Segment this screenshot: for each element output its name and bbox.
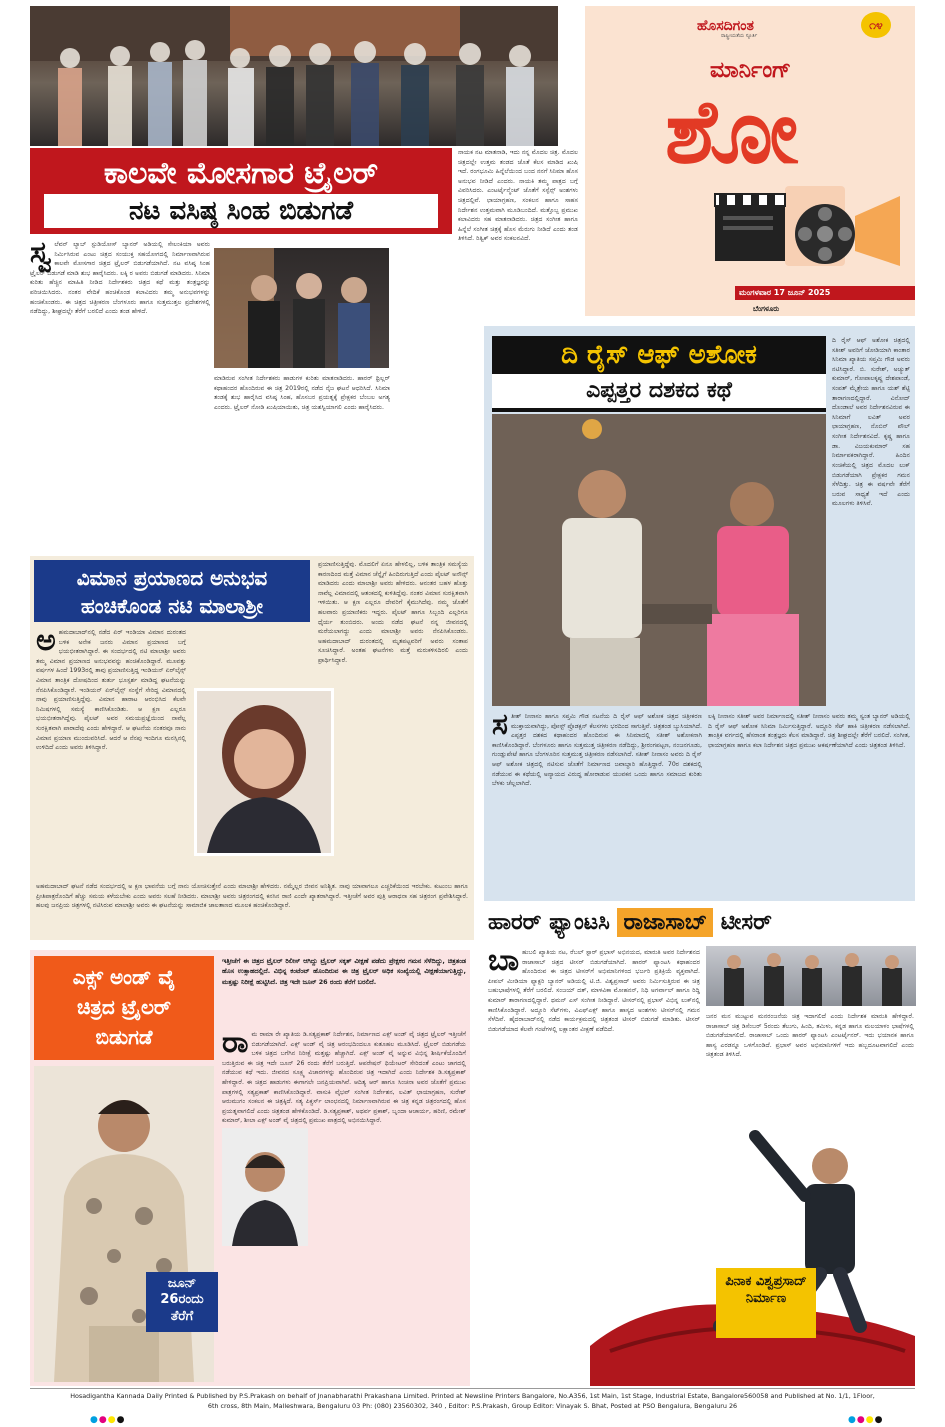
clapperboard-film-reel-icon (705, 176, 905, 276)
story2-headline (492, 336, 826, 412)
registration-marks-right: ●●●● (848, 1415, 884, 1425)
story5-intro (222, 956, 466, 1016)
group-people-illustration (30, 6, 558, 146)
story5-headline (34, 956, 214, 1060)
story3-headline-line2: ಹಂಚಿಕೊಂಡ ನಟಿ ಮಾಲಾಶ್ರೀ (80, 594, 264, 618)
story2-dropcap: ಸ (492, 712, 508, 742)
footer-line1: Hosadigantha Kannada Daily Printed & Published by P.S.Prakash on behalf of Jnanabharathi Prakashana Limited. Printed at Newsline Printers Bangalore, No.A356, 1st Main, 1st Stage, Industrial Estate, Bangalore560058 and Published at No. 1/1, 1Floor, (70, 1392, 875, 1400)
story3-body-left-text: ಹಮದಾಬಾದ್‌ನಲ್ಲಿ ನಡೆದ ಏರ್ ಇಂಡಿಯಾ ವಿಮಾನ ದುರಂತದ ಬಳಿಕ ಅನೇಕ ಜನರು ವಿಮಾನ ಪ್ರಯಾಣದ ಬಗ್ಗೆ ಭಯಭೀತರಾಗಿದ್ದಾರೆ. ಈ ಸಂದರ್ಭದಲ್ಲಿ ನಟಿ ಮಾಲಾಶ್ರೀ ಅವರು ತಮ್ಮ ವಿಮಾನ ಪ್ರಯಾಣದ ಅನುಭವವನ್ನು ಹಂಚಿಕೊಂಡಿದ್ದಾರೆ. ಮೂವತ್ತು ವರ್ಷಗಳ ಹಿಂದೆ 1993ರಲ್ಲಿ ತಾವು ಪ್ರಯಾಣಿಸುತ್ತಿದ್ದ ಇಂಡಿಯನ್ ಏರ್‌ಲೈನ್ಸ್ ವಿಮಾನ ತಾಂತ್ರಿಕ ದೋಷದಿಂದ ತುರ್ತು ಭೂಸ್ಪರ್ಶ ಮಾಡಿದ್ದ ಘಟನೆಯನ್ನು ನೆನಪಿಸಿಕೊಂಡಿದ್ದಾರೆ. ಇಂಡಿಯನ್ ಏರ್‌ಲೈನ್ಸ್ ಸಂಸ್ಥೆಗೆ ಸೇರಿದ್ದ ವಿಮಾನದಲ್ಲಿ ನಾವು ಪ್ರಯಾಣಿಸುತ್ತಿದ್ದೆವು. ವಿಮಾನ ಹಾರಾಟ ಆರಂಭಿಸಿದ ಕೆಲವೇ ನಿಮಿಷಗಳಲ್ಲಿ ಸಮಸ್ಯೆ ಕಾಣಿಸಿಕೊಂಡಿತು. ಆ ಕ್ಷಣ ಎಲ್ಲರೂ ಭಯಭೀತರಾಗಿದ್ದೆವು. ಪೈಲಟ್ ಅವರ ಸಮಯಪ್ರಜ್ಞೆಯಿಂದ ನಾವೆಲ್ಲ ಸುರಕ್ಷಿತವಾಗಿ ಪಾರಾದೆವು ಎಂದು ಹೇಳಿದ್ದಾರೆ. ಆ ಘಟನೆಯ ನಂತರವೂ ನಾನು ವಿಮಾನ ಪ್ರಯಾಣ ಮುಂದುವರಿಸಿದೆ. ಆದರೆ ಆ ನೆನಪು ಇಂದಿಗೂ ಮನಸ್ಸಿನಲ್ಲಿ ಉಳಿದಿದೆ ಎಂದು ಅವರು ತಿಳಿಸಿದ್ದಾರೆ. (36, 629, 186, 752)
story1-headline-line1: ಕಾಲವೇ ಮೋಸಗಾರ ಟ್ರೈಲರ್ (103, 156, 379, 191)
story4-body-right (706, 1012, 914, 1102)
story1-dropcap: ಸ್ವ (30, 240, 52, 270)
page-number: ೧೪ (861, 12, 891, 38)
footer-divider (30, 1388, 915, 1389)
man-in-shirt-illustration (34, 1066, 214, 1382)
story1-body-mid-text: ಮಾಡಿರುವ ಸಂಗೀತ ನಿರ್ದೇಶಕರು ಹಾಡುಗಳ ಕುರಿತು ಮಾತನಾಡಿದರು. ಹಾರರ್ ಥ್ರಿಲ್ಲರ್ ಕಥಾಹಂದರ ಹೊಂದಿರುವ ಈ ಚಿತ್ರ 2019ರಲ್ಲಿ ನಡೆದ ನೈಜ ಘಟನೆ ಆಧರಿಸಿದೆ. ಸಿನಿಮಾ ತಂಡಕ್ಕೆ ಶುಭ ಹಾರೈಸಿದ ವಸಿಷ್ಠ ಸಿಂಹ, ಹೊಸಬರ ಪ್ರಯತ್ನಕ್ಕೆ ಪ್ರೇಕ್ಷಕರ ಬೆಂಬಲ ಅಗತ್ಯ ಎಂದರು. ಟ್ರೈಲರ್ ನೋಡಿ ಖುಷಿಯಾಯಿತು, ಚಿತ್ರ ಯಶಸ್ವಿಯಾಗಲಿ ಎಂದು ಹಾರೈಸಿದರು. (214, 375, 390, 411)
story2-couple-photo (492, 414, 826, 706)
story1-body-mid (214, 374, 390, 540)
story2-body-main-text: ತೀಶ್ ನೀನಾಸಂ ಹಾಗೂ ಸಪ್ತಮಿ ಗೌಡ ನಟನೆಯ ದಿ ರೈಸ್ ಆಫ್ ಅಶೋಕ ಚಿತ್ರದ ಚಿತ್ರೀಕರಣ ಮುಕ್ತಾಯವಾಗಿದ್ದು, ಪೋಸ್ಟ್ ಪ್ರೊಡಕ್ಷನ್ ಕೆಲಸಗಳು ಭರದಿಂದ ಸಾಗುತ್ತಿವೆ. ಚಿತ್ರತಂಡ ಬ್ಯುಸಿಯಾಗಿದೆ. ಎಪ್ಪತ್ತರ ದಶಕದ ಕಥಾಹಂದರ ಹೊಂದಿರುವ ಈ ಸಿನಿಮಾದಲ್ಲಿ ಸತೀಶ್ ಅಶೋಕನಾಗಿ ಕಾಣಿಸಿಕೊಂಡಿದ್ದಾರೆ. ಬೆಂಗಳೂರು ಹಾಗೂ ಸುತ್ತಮುತ್ತ ಚಿತ್ರೀಕರಣ ನಡೆದಿದ್ದು, ಶ್ರೀರಂಗಪಟ್ಟಣ, ನಂಜನಗೂಡು, ಗುಂಡ್ಲುಪೇಟೆ ಹಾಗೂ ಬೆಂಗಳೂರಿನ ಸುತ್ತಮುತ್ತ ಚಿತ್ರೀಕರಣ ನಡೆಸಲಾಗಿದೆ. ಸತೀಶ್ ನೀನಾಸಂ ಅವರು ದಿ ರೈಸ್ ಆಫ್ ಅಶೋಕ ಚಿತ್ರದಲ್ಲಿ ನಟಿಸುವ ಜೊತೆಗೆ ನಿರ್ಮಾಣದ ಜವಾಬ್ದಾರಿ ಹೊತ್ತಿದ್ದಾರೆ. 70ರ ದಶಕದಲ್ಲಿ ನಡೆಯುವ ಈ ಕಥೆಯಲ್ಲಿ ಅನ್ಯಾಯದ ವಿರುದ್ಧ ಹೋರಾಡುವ ಯುವಕನ ಒಂದು ಹಾಗೂ ಸಮಾಜದ ಕುರಿತು ಬೆಳಕು ಚೆಲ್ಲಲಾಗಿದೆ. (492, 713, 702, 788)
story4-body-left-text: ಹುಬಲಿ ಖ್ಯಾತಿಯ ನಟ, ರೆಬಲ್ ಸ್ಟಾರ್ ಪ್ರಭಾಸ್ ಅಭಿನಯದ, ಮಾರುತಿ ಅವರ ನಿರ್ದೇಶನದ ರಾಜಾಸಾಬ್ ಚಿತ್ರದ ಟೀಸರ್ ಬಿಡುಗಡೆಯಾಗಿದೆ. ಹಾರರ್ ಫ್ಯಾಂಟಸಿ ಕಥಾಹಂದರ ಹೊಂದಿರುವ ಈ ಚಿತ್ರದ ಟೀಸರ್‌ಗೆ ಅಭಿಮಾನಿಗಳಿಂದ ಭರ್ಜರಿ ಪ್ರತಿಕ್ರಿಯೆ ವ್ಯಕ್ತವಾಗಿದೆ. ಪೀಪಲ್ ಮೀಡಿಯಾ ಫ್ಯಾಕ್ಟರಿ ಬ್ಯಾನರ್ ಅಡಿಯಲ್ಲಿ ಟಿ.ಜಿ. ವಿಶ್ವಪ್ರಸಾದ್ ಅವರು ನಿರ್ಮಿಸುತ್ತಿರುವ ಈ ಚಿತ್ರ ಬಹುಭಾಷೆಗಳಲ್ಲಿ ತೆರೆಗೆ ಬರಲಿದೆ. ಸಂಜಯ್ ದತ್, ಮಾಳವಿಕಾ ಮೋಹನನ್, ನಿಧಿ ಅಗರ್ವಾಲ್ ಹಾಗೂ ರಿದ್ಧಿ ಕುಮಾರ್ ತಾರಾಗಣದಲ್ಲಿದ್ದಾರೆ. ಥಮನ್ ಎಸ್ ಸಂಗೀತ ನೀಡಿದ್ದಾರೆ. ಟೀಸರ್‌ನಲ್ಲಿ ಪ್ರಭಾಸ್ ವಿಭಿನ್ನ ಲುಕ್‌ನಲ್ಲಿ ಕಾಣಿಸಿಕೊಂಡಿದ್ದಾರೆ. ಅದ್ದೂರಿ ಸೆಟ್‌ಗಳು, ವಿಎಫ್‌ಎಕ್ಸ್ ಹಾಗೂ ಹಾಸ್ಯದ ಅಂಶಗಳು ಟೀಸರ್‌ನಲ್ಲಿ ಗಮನ ಸೆಳೆದಿವೆ. ಹೈದರಾಬಾದ್‌ನಲ್ಲಿ ನಡೆದ ಕಾರ್ಯಕ್ರಮದಲ್ಲಿ ಚಿತ್ರತಂಡ ಟೀಸರ್ ಬಿಡುಗಡೆ ಮಾಡಿತು. ಟೀಸರ್ ಬಿಡುಗಡೆಯಾದ ಕೆಲವೇ ಗಂಟೆಗಳಲ್ಲಿ ಲಕ್ಷಾಂತರ ವೀಕ್ಷಣೆ ಪಡೆದಿದೆ. (488, 949, 700, 1033)
story4-body-right-text: ಜನರ ಮನ ಮುಟ್ಟುವ ಮನರಂಜನೆಯ ಚಿತ್ರ ಇದಾಗಲಿದೆ ಎಂದು ನಿರ್ದೇಶಕ ಮಾರುತಿ ಹೇಳಿದ್ದಾರೆ. ರಾಜಾಸಾಬ್ ಚಿತ್ರ ಡಿಸೆಂಬರ್ 5ರಂದು ತೆಲುಗು, ಹಿಂದಿ, ತಮಿಳು, ಕನ್ನಡ ಹಾಗೂ ಮಲಯಾಳಂ ಭಾಷೆಗಳಲ್ಲಿ ಬಿಡುಗಡೆಯಾಗಲಿದೆ. ರಾಜಾಸಾಬ್ ಒಂದು ಹಾರರ್ ಫ್ಯಾಂಟಸಿ ಎಂಟರ್ಟೈನರ್. ಇದು ಭಯಾನಕ ಹಾಗೂ ಹಾಸ್ಯ ಎರಡನ್ನೂ ಒಳಗೊಂಡಿದೆ. ಪ್ರಭಾಸ್ ಅವರ ಅಭಿಮಾನಿಗಳಿಗೆ ಇದು ಹಬ್ಬದೂಟವಾಗಲಿದೆ ಎಂದು ಚಿತ್ರತಂಡ ತಿಳಿಸಿದೆ. (706, 1013, 914, 1059)
story5-dropcap: ರಾ (222, 1030, 249, 1060)
actor-portrait (34, 1066, 214, 1382)
malashree-portrait (194, 688, 334, 856)
couple-illustration (492, 414, 826, 706)
story1-trio-photo (214, 248, 389, 368)
footer-imprint (30, 1392, 915, 1411)
story5-headline-line1: ಎಕ್ಸ್ ಅಂಡ್ ವೈ (72, 965, 176, 989)
story4-headline (488, 902, 918, 944)
story5-release-badge: ಜೂನ್ 26ರಂದು ತೆರೆಗೆ (146, 1272, 218, 1332)
story1-event-photo (30, 6, 558, 146)
story3-body-left (36, 628, 186, 874)
story1-headline-line2: ನಟ ವಸಿಷ್ಠ ಸಿಂಹ ಬಿಡುಗಡೆ (44, 194, 438, 228)
footer-line2: 6th cross, 8th Main, Malleshwara, Bengaluru 03 Ph: (080) 23560302, 340 , Editor: P.S.Prakash, Group Editor: Vinayak S. Bhat, Posted at PSO Bengalura, Bengaluru 26 (207, 1401, 738, 1410)
story4-event-photo (706, 946, 916, 1006)
story4-dropcap: ಬಾ (488, 948, 520, 978)
actor-on-car-illustration (590, 1096, 915, 1386)
story2-body-side (832, 336, 910, 706)
story4-headline-highlight: ರಾಜಾಸಾಬ್ (617, 908, 713, 937)
story1-body-left (30, 240, 210, 540)
trio-illustration (214, 248, 389, 368)
date-bar: ಮಂಗಳವಾರ 17 ಜೂನ್ 2025 (735, 286, 915, 300)
story2-body-side-text: ದಿ ರೈಸ್ ಆಫ್ ಅಶೋಕ ಚಿತ್ರದಲ್ಲಿ ಸತೀಶ್ ಅವರಿಗೆ ಜೋಡಿಯಾಗಿ ಕಾಂತಾರ ಸಿನಿಮಾ ಖ್ಯಾತಿಯ ಸಪ್ತಮಿ ಗೌಡ ಅವರು ನಟಿಸಿದ್ದಾರೆ. ಬಿ. ಸುರೇಶ್, ಅಚ್ಯುತ್ ಕುಮಾರ್, ಗೋಪಾಲಕೃಷ್ಣ ದೇಶಪಾಂಡೆ, ಸಂಪತ್ ಮೈತ್ರೇಯ ಹಾಗೂ ಯಶ್ ಶೆಟ್ಟಿ ತಾರಾಗಣದಲ್ಲಿದ್ದಾರೆ. ವಿನೋದ್ ದೊಂಡಾಲೆ ಅವರ ನಿರ್ದೇಶನವಿರುವ ಈ ಸಿನಿಮಾಗೆ ಲವಿತ್ ಅವರ ಛಾಯಾಗ್ರಹಣ, ನೊಬಿನ್ ಪೌಲ್ ಸಂಗೀತ ನಿರ್ದೇಶನವಿದೆ. ಕೃಷ್ಣ ಹಾಗೂ ಡಾ. ವಿಜಯಕುಮಾರ್ ಸಹ ನಿರ್ಮಾಪಕರಾಗಿದ್ದಾರೆ. ಹಿಂದಿನ ಸಂಚಿಕೆಯಲ್ಲಿ ಚಿತ್ರದ ಮೊದಲ ಲುಕ್ ಬಿಡುಗಡೆಯಾಗಿ ಪ್ರೇಕ್ಷಕರ ಗಮನ ಸೆಳೆದಿತ್ತು. ಚಿತ್ರ ಈ ವರ್ಷವೇ ತೆರೆಗೆ ಬರುವ ಸಾಧ್ಯತೆ ಇದೆ ಎಂದು ಮೂಲಗಳು ತಿಳಿಸಿವೆ. (832, 337, 910, 508)
edition-city: ಬೆಂಗಳೂರು (753, 305, 780, 313)
story1-body-right-text: ನಾಯಕ ನಟ ಮಾತನಾಡಿ, ಇದು ನನ್ನ ಮೊದಲ ಚಿತ್ರ. ಮೊದಲ ಚಿತ್ರದಲ್ಲೇ ಉತ್ತಮ ತಂಡದ ಜೊತೆ ಕೆಲಸ ಮಾಡಿದ ಖುಷಿ ಇದೆ. ರಂಗಭೂಮಿ ಹಿನ್ನೆಲೆಯಿಂದ ಬಂದ ನನಗೆ ಸಿನಿಮಾ ಹೊಸ ಅನುಭವ ನೀಡಿದೆ ಎಂದರು. ನಾಯಕಿ ತಮ್ಮ ಪಾತ್ರದ ಬಗ್ಗೆ ವಿವರಿಸಿದರು. ಎಂಟರ್ಟೈನ್ಮೆಂಟ್ ಜೊತೆಗೆ ಸಸ್ಪೆನ್ಸ್ ಅಂಶಗಳು ಚಿತ್ರದಲ್ಲಿವೆ. ಛಾಯಾಗ್ರಹಣ, ಸಂಕಲನ ಹಾಗೂ ಸಾಹಸ ನಿರ್ದೇಶನ ಉತ್ತಮವಾಗಿ ಮೂಡಿಬಂದಿದೆ. ಮತ್ತೊಬ್ಬ ಪ್ರಮುಖ ಕಲಾವಿದರು ಸಹ ಮಾತನಾಡಿದರು. ಚಿತ್ರದ ಸಂಗೀತ ಹಾಗೂ ಹಿನ್ನೆಲೆ ಸಂಗೀತ ಚಿತ್ರಕ್ಕೆ ಹೊಸ ಮೆರುಗು ನೀಡಿದೆ ಎಂದು ತಂಡ ತಿಳಿಸಿದೆ. ರಿತ್ವಿಕ್ ಅವರ ಸಂಕಲನವಿದೆ. (458, 149, 578, 243)
masthead-brand: ಹೊಸದಿಗಂತ (697, 18, 754, 34)
story3-headline-line1: ವಿಮಾನ ಪ್ರಯಾಣದ ಅನುಭವ (76, 566, 268, 590)
director-illustration (222, 1128, 308, 1246)
story2-body-main (492, 712, 702, 894)
story4-headline-line1: ಹಾರರ್ ಫ್ಯಾಂಟಸಿ (488, 910, 610, 935)
prabhas-car-photo (590, 1096, 915, 1386)
story3-body-bottom-text: ಅಹಮದಾಬಾದ್ ಘಟನೆ ನಡೆದ ಸಂದರ್ಭದಲ್ಲಿ ಅ ಕ್ಷಣ ಭಾವನೆಯ ಬಗ್ಗೆ ನಾನು ಯೋಚಿಸುತ್ತೇನೆ ಎಂದು ಮಾಲಾಶ್ರೀ ಹೇಳಿದರು. ನಮ್ಮೆಲ್ಲರ ಜೀವನ ಅನಿಶ್ಚಿತ. ನಾವು ಯಾವಾಗಲೂ ಎಚ್ಚರಿಕೆಯಿಂದ ಇರಬೇಕು. ಕುಟುಂಬ ಹಾಗೂ ಪ್ರೀತಿಪಾತ್ರರೊಂದಿಗೆ ಹೆಚ್ಚು ಸಮಯ ಕಳೆಯಬೇಕು ಎಂದು ಅವರು ಸಲಹೆ ನೀಡಿದರು. ಮಾಲಾಶ್ರೀ ಅವರು ಚಿತ್ರರಂಗದಲ್ಲಿ ಕನಸಿನ ರಾಣಿ ಎಂದೇ ಖ್ಯಾತರಾಗಿದ್ದಾರೆ. ಇತ್ತೀಚೆಗೆ ಅವರ ಪುತ್ರಿ ಆರಾಧನಾ ಸಹ ಚಿತ್ರರಂಗ ಪ್ರವೇಶಿಸಿದ್ದಾರೆ. ಹಲವು ಜನಪ್ರಿಯ ಚಿತ್ರಗಳಲ್ಲಿ ನಟಿಸಿರುವ ಮಾಲಾಶ್ರೀ ಅವರು ಈ ಘಟನೆಯನ್ನು ಸಾಮಾಜಿಕ ಜಾಲತಾಣದ ಮೂಲಕ ಹಂಚಿಕೊಂಡಿದ್ದಾರೆ. (36, 883, 468, 910)
story1-headline (30, 148, 452, 234)
story1-body-right (458, 148, 578, 328)
story3-body-right (318, 560, 468, 880)
story3-body-bottom (36, 882, 468, 936)
story3-dropcap: ಅ (36, 628, 56, 658)
registration-marks-left: ●●●● (90, 1415, 126, 1425)
section-title-main: ಶೋ (665, 80, 795, 183)
story3-body-right-text: ಪ್ರಯಾಣಿಸುತ್ತಿದ್ದೆವು. ಮೊದಲಿಗೆ ಏನೂ ಹೇಳಲಿಲ್ಲ, ಬಳಿಕ ತಾಂತ್ರಿಕ ಸಮಸ್ಯೆಯ ಕಾರಣದಿಂದ ಮತ್ತೆ ವಿಮಾನ ಚೆನ್ನೈಗೆ ಹಿಂದಿರುಗುತ್ತಿದೆ ಎಂದು ಪೈಲಟ್ ಅನೌನ್ಸ್ ಮಾಡಿದರು ಎಂದು ಮಾಲಾಶ್ರೀ ಅವರು ಹೇಳಿದರು. ಆನಂತರ ಬಹಳ ಹೊತ್ತು ನಾವೆಲ್ಲ ವಿಮಾನದಲ್ಲಿ ಆತಂಕದಲ್ಲಿ ಕುಳಿತಿದ್ದೆವು. ನಂತರ ವಿಮಾನ ಸುರಕ್ಷಿತವಾಗಿ ಇಳಿಯಿತು. ಆ ಕ್ಷಣ ಎಲ್ಲರೂ ದೇವರಿಗೆ ಕೈಮುಗಿದೆವು. ನಮ್ಮ ಜೊತೆಗೆ ಹಲವಾರು ಪ್ರಯಾಣಿಕರು ಇದ್ದರು. ಪೈಲಟ್ ಹಾಗೂ ಸಿಬ್ಬಂದಿ ಎಲ್ಲರಿಗೂ ಧೈರ್ಯ ತುಂಬಿದರು. ಅಂದು ನಡೆದ ಘಟನೆ ನನ್ನ ಜೀವನದಲ್ಲಿ ಮರೆಯಲಾಗದ್ದು ಎಂದು ಮಾಲಾಶ್ರೀ ಅವರು ನೆನಪಿಸಿಕೊಂಡರು. ಅಹಮದಾಬಾದ್ ದುರಂತದಲ್ಲಿ ಮೃತಪಟ್ಟವರಿಗೆ ಅವರು ಸಂತಾಪ ಸೂಚಿಸಿದ್ದಾರೆ. ಅಂತಹ ಘಟನೆಗಳು ಮತ್ತೆ ಮರುಕಳಿಸದಿರಲಿ ಎಂದು ಪ್ರಾರ್ಥಿಸಿದ್ದಾರೆ. (318, 561, 468, 665)
director-portrait (222, 1128, 308, 1246)
story2-body-bottom (708, 712, 910, 894)
story5-intro-text: ಇತ್ತೀಚೆಗೆ ಈ ಚಿತ್ರದ ಟ್ರೈಲರ್ ರಿಲೀಸ್ ಆಗಿದ್ದು ಟ್ರೈಲರ್ ಸಕ್ಕತ್ ವೀಕ್ಷಣೆ ಪಡೆದು ಪ್ರೇಕ್ಷಕರ ಗಮನ ಸೆಳೆದಿದ್ದು, ಚಿತ್ರತಂಡ ಹೊಸ ಉತ್ಸಾಹದಲ್ಲಿದೆ. ವಿಭಿನ್ನ ಕಂಟೆಂಟ್ ಹೊಂದಿರುವ ಈ ಚಿತ್ರ ಟ್ರೈಲರ್ ಅಧಿಕ ಸಂಖ್ಯೆಯಲ್ಲಿ ವೀಕ್ಷಣೆಯಾಗುತ್ತಿದ್ದು, ಮತ್ತಷ್ಟು ನಿರೀಕ್ಷೆ ಹುಟ್ಟಿಸಿದೆ. ಚಿತ್ರ ಇದೇ ಜೂನ್ 26 ರಂದು ತೆರೆಗೆ ಬರಲಿದೆ. (222, 957, 466, 986)
masthead (585, 6, 915, 316)
story5-body-text: ಮ ರಾಮಾ ರೇ ಖ್ಯಾತಿಯ ಡಿ.ಸತ್ಯಪ್ರಕಾಶ್ ನಿರ್ದೇಶನ, ನಿರ್ಮಾಣದ ಎಕ್ಸ್ ಅಂಡ್ ವೈ ಚಿತ್ರದ ಟ್ರೈಲರ್ ಇತ್ತೀಚೆಗೆ ಬಿಡುಗಡೆಯಾಗಿದೆ. ಎಕ್ಸ್ ಅಂಡ್ ವೈ ಚಿತ್ರ ಆರಂಭದಿಂದಲೂ ಕುತೂಹಲ ಮೂಡಿಸಿದೆ. ಟ್ರೈಲರ್ ಬಿಡುಗಡೆಯ ಬಳಿಕ ಚಿತ್ರದ ಬಗೆಗಿನ ನಿರೀಕ್ಷೆ ಮತ್ತಷ್ಟು ಹೆಚ್ಚಾಗಿದೆ. ಎಕ್ಸ್ ಅಂಡ್ ವೈ ಅನ್ನುವ ವಿಭಿನ್ನ ಶೀರ್ಷಿಕೆಯೊಂದಿಗೆ ಬರುತ್ತಿರುವ ಈ ಚಿತ್ರ ಇದೇ ಜೂನ್ 26 ರಂದು ತೆರೆಗೆ ಬರುತ್ತಿದೆ. ಆಪರೇಷನ್ ಥಿಯೇಟರ್ ಸೇರಿದಂತೆ ಎಂಟು ಜಾಗದಲ್ಲಿ ನಡೆಯುವ ಕಥೆ ಇದು. ಜೀವನದ ಸೂಕ್ಷ್ಮ ವಿಚಾರಗಳನ್ನು ಹೊಂದಿರುವ ಚಿತ್ರ ಇದಾಗಿದೆ ಎಂದು ನಿರ್ದೇಶಕ ಡಿ.ಸತ್ಯಪ್ರಕಾಶ್ ಹೇಳಿದ್ದಾರೆ. ಈ ಚಿತ್ರದ ಹಾಡುಗಳು ಈಗಾಗಲೇ ಜನಪ್ರಿಯವಾಗಿವೆ. ಆದಿತ್ಯ ಆರ್ ಹಾಗೂ ಸಿಂಚನಾ ಅವರ ಜೊತೆಗೆ ಪ್ರಮುಖ ಪಾತ್ರಗಳಲ್ಲಿ ಸತ್ಯಪ್ರಕಾಶ್ ಕಾಣಿಸಿಕೊಂಡಿದ್ದಾರೆ. ವಾಸುಕಿ ವೈಭವ್ ಸಂಗೀತ ನಿರ್ದೇಶನ, ಲವಿತ್ ಛಾಯಾಗ್ರಹಣ, ಸುರೇಶ್ ಆರುಮುಗಂ ಸಂಕಲನ ಈ ಚಿತ್ರಕ್ಕಿದೆ. ಸತ್ಯ ಪಿಕ್ಚರ್ಸ್ ಲಾಂಛನದಲ್ಲಿ ನಿರ್ಮಾಣವಾಗಿರುವ ಈ ಚಿತ್ರ ಕನ್ನಡ ಚಿತ್ರರಂಗದಲ್ಲಿ ಹೊಸ ಪ್ರಯತ್ನವಾಗಲಿದೆ ಎಂದು ಚಿತ್ರತಂಡ ಹೇಳಿಕೊಂಡಿದೆ. ಡಿ.ಸತ್ಯಪ್ರಕಾಶ್, ಅಥರ್ವ ಪ್ರಕಾಶ್, ಬೃಂದಾ ಆಚಾರ್ಯ, ಹರಿಣಿ, ರಮೇಶ್ ಕುಮಾರ್, ಶೀಲಾ ಎಕ್ಸ್ ಅಂಡ್ ವೈ ಚಿತ್ರದಲ್ಲಿ ಪ್ರಮುಖ ಪಾತ್ರದಲ್ಲಿ ಅಭಿನಯಿಸಿದ್ದಾರೆ. (222, 1031, 466, 1125)
story5-headline-line2: ಚಿತ್ರದ ಟ್ರೈಲರ್ (76, 995, 171, 1019)
story2-body-bottom-text: ಲಕ್ಕಿ ನೀನಾಸಂ ಸತೀಶ್ ಅವರ ನಿರ್ಮಾಣದಲ್ಲಿ ಸತೀಶ್ ನೀನಾಸಂ ಅವರು ತಮ್ಮ ಸ್ವಂತ ಬ್ಯಾನರ್ ಅಡಿಯಲ್ಲಿ ದಿ ರೈಸ್ ಆಫ್ ಅಶೋಕ ಸಿನಿಮಾ ನಿರ್ಮಿಸುತ್ತಿದ್ದಾರೆ. ಅದ್ದೂರಿ ಸೆಟ್ ಹಾಕಿ ಚಿತ್ರೀಕರಣ ನಡೆಸಲಾಗಿದೆ. ತಾಂತ್ರಿಕ ವರ್ಗದಲ್ಲಿ ಹೆಸರಾಂತ ತಂತ್ರಜ್ಞರು ಕೆಲಸ ಮಾಡಿದ್ದಾರೆ. ಚಿತ್ರ ಶೀಘ್ರದಲ್ಲೇ ತೆರೆಗೆ ಬರಲಿದೆ. ಸಂಗೀತ, ಛಾಯಾಗ್ರಹಣ ಹಾಗೂ ಕಲಾ ನಿರ್ದೇಶನ ಚಿತ್ರದ ಪ್ರಮುಖ ಆಕರ್ಷಣೆಯಾಗಿದೆ ಎಂದು ಚಿತ್ರತಂಡ ತಿಳಿಸಿದೆ. (708, 713, 910, 749)
story2-headline-line2: ಎಪ್ಪತ್ತರ ದಶಕದ ಕಥೆ (492, 374, 826, 408)
story2-headline-line1: ದಿ ರೈಸ್ ಆಫ್ ಅಶೋಕ (561, 340, 757, 370)
team-illustration (706, 946, 916, 1006)
story3-headline (34, 560, 310, 622)
story5-headline-line3: ಬಿಡುಗಡೆ (95, 1025, 153, 1049)
portrait-illustration (197, 691, 331, 853)
story4-headline-line2: ಟೀಸರ್ (720, 910, 772, 935)
story1-body-left-text: ಲೆವನ್ ಲ್ಯಾಬ್ ಸ್ಟುಡಿಯೋಸ್ ಬ್ಯಾನರ್ ಅಡಿಯಲ್ಲಿ ಸೇಲಂಕಿಯಾ ಅವರು ನಿರ್ಮಿಸಿರುವ ಎಂಟು ಚಿತ್ರದ ಸಂಯುಕ್ತ ಸಹಯೋಗದಲ್ಲಿ ನಿರ್ಮಾಣವಾಗಿರುವ ಕಾಲವೇ ಮೋಸಗಾರ ಚಿತ್ರದ ಟ್ರೈಲರ್ ಬಿಡುಗಡೆಯಾಗಿದೆ. ನಟ ವಸಿಷ್ಠ ಸಿಂಹ ಟ್ರೈಲರ್ ಬಿಡುಗಡೆ ಮಾಡಿ ಶುಭ ಹಾರೈಸಿದರು. ಲಕ್ಕಿ ರ ಅವರು ಬಿಡುಗಡೆ ಮಾಡಿದರು. ಸಿನಿಮಾ ಕುರಿತು ಹೆಚ್ಚಿನ ಮಾಹಿತಿ ನೀಡಿದ ನಿರ್ದೇಶಕರು ಚಿತ್ರದ ಕಥೆ ಮತ್ತು ತಂತ್ರಜ್ಞರನ್ನು ಪರಿಚಯಿಸಿದರು. ನಂತರ ವೇದಿಕೆ ಹಂಚಿಕೊಂಡ ಕಲಾವಿದರು ತಮ್ಮ ಅನುಭವಗಳನ್ನು ಹಂಚಿಕೊಂಡರು. ಈ ಚಿತ್ರದ ಚಿತ್ರೀಕರಣ ಬೆಂಗಳೂರು ಹಾಗೂ ಸುತ್ತಮುತ್ತಲ ಪ್ರದೇಶಗಳಲ್ಲಿ ನಡೆದಿದ್ದು, ಶೀಘ್ರದಲ್ಲೇ ತೆರೆಗೆ ಬರಲಿದೆ ಎಂದು ತಂಡ ಹೇಳಿದೆ. (30, 241, 210, 316)
story4-producer-badge: ಪಿನಾಕ ವಿಶ್ವಪ್ರಸಾದ್ ನಿರ್ಮಾಣ (716, 1268, 816, 1338)
section-title-top: ಮಾರ್ನಿಂಗ್ (710, 58, 792, 83)
masthead-brand-tagline: ರಾಷ್ಟ್ರೀಯತೆಯ ಸ್ಫೂರ್ತಿ (721, 33, 758, 39)
